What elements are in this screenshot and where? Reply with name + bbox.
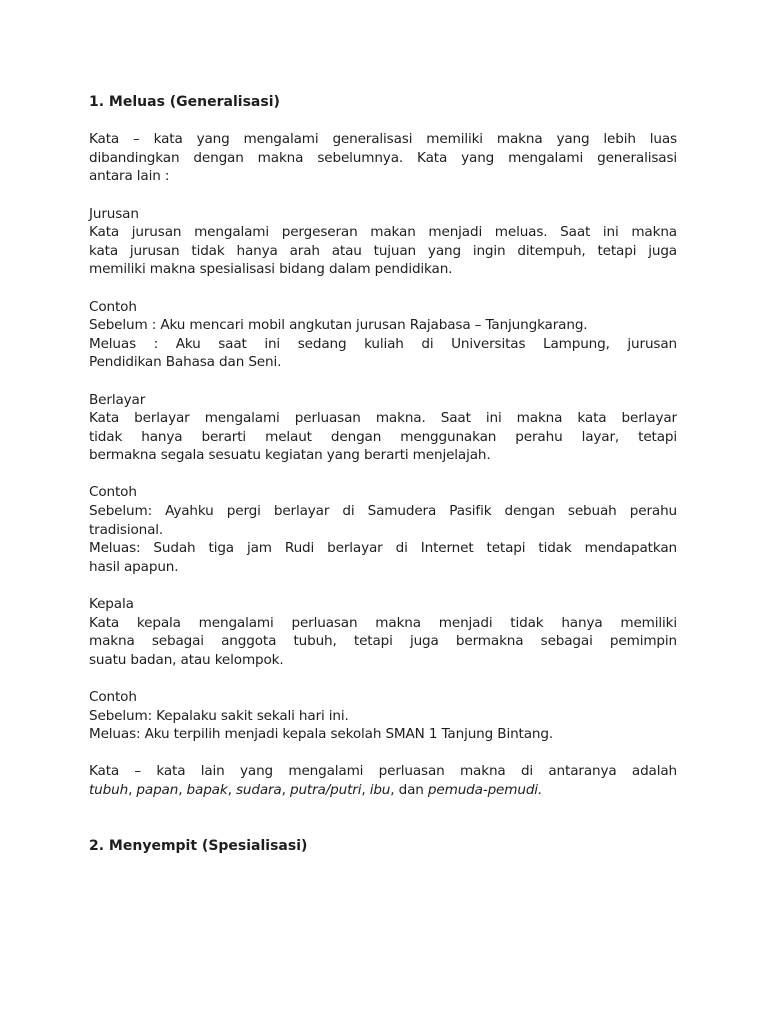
- separator: ,: [281, 781, 290, 798]
- section-heading-meluas: 1. Meluas (Generalisasi): [89, 94, 280, 110]
- text-line: Kata kepala mengalami perluasan makna menjadi tidak hanya memiliki: [89, 614, 677, 631]
- closing-paragraph: [89, 762, 677, 799]
- example-label: Contoh: [89, 298, 137, 315]
- conjunction: dan: [398, 781, 428, 798]
- term-title: Kepala: [89, 596, 134, 613]
- example-after: Meluas: Sudah tiga jam Rudi berlayar di Internet tetapi tidak mendapatkan: [89, 540, 677, 557]
- term-block-jurusan: [89, 205, 677, 279]
- term-block-berlayar: [89, 391, 677, 465]
- example-after: Meluas: Aku terpilih menjadi kepala sekolah SMAN 1 Tanjung Bintang.: [89, 726, 554, 743]
- text-line: antara lain :: [89, 168, 170, 185]
- italic-term: bapak: [186, 781, 228, 798]
- text-line: memiliki makna spesialisasi bidang dalam pendidikan.: [89, 261, 453, 278]
- example-after-cont: hasil apapun.: [89, 558, 179, 575]
- term-block-kepala: [89, 595, 677, 669]
- section-heading-menyempit: 2. Menyempit (Spesialisasi): [89, 837, 308, 854]
- text-line: Kata berlayar mengalami perluasan makna. Saat ini makna kata berlayar: [89, 410, 677, 427]
- example-before: Sebelum: Ayahku pergi berlayar di Samudera Pasifik dengan sebuah perahu: [89, 503, 677, 520]
- example-label: Contoh: [89, 689, 137, 705]
- example-block-berlayar: [89, 483, 677, 576]
- text-line: kata jurusan tidak hanya arah atau tujuan yang ingin ditempuh, tetapi juga: [89, 242, 677, 259]
- italic-term: ibu: [369, 781, 391, 798]
- text-line: dibandingkan dengan makna sebelumnya. Kata yang mengalami generalisasi: [89, 149, 677, 166]
- example-after-cont: Pendidikan Bahasa dan Seni.: [89, 354, 282, 371]
- end-punct: .: [537, 781, 543, 798]
- italic-term: tubuh: [89, 781, 129, 798]
- separator: ,: [128, 781, 137, 798]
- italic-term: putra/putri: [289, 781, 362, 798]
- separator: ,: [178, 781, 187, 798]
- example-before: Sebelum : Aku mencari mobil angkutan jurusan Rajabasa – Tanjungkarang.: [89, 317, 588, 334]
- separator: ,: [227, 781, 236, 798]
- example-block-kepala: [89, 688, 677, 744]
- text-line: suatu badan, atau kelompok.: [89, 651, 284, 668]
- document-page: [89, 93, 677, 874]
- separator: ,: [361, 781, 370, 798]
- intro-paragraph: [89, 130, 677, 186]
- italic-terms-line: [89, 781, 677, 800]
- term-title: Berlayar: [89, 391, 146, 408]
- example-label: Contoh: [89, 484, 137, 501]
- text-line: Kata jurusan mengalami pergeseran makan menjadi meluas. Saat ini makna: [89, 224, 677, 241]
- example-block-jurusan: [89, 298, 677, 372]
- text-line: Kata – kata lain yang mengalami perluasan makna di antaranya adalah: [89, 763, 677, 780]
- separator: ,: [390, 781, 399, 798]
- example-before: Sebelum: Kepalaku sakit sekali hari ini.: [89, 707, 349, 724]
- text-line: bermakna segala sesuatu kegiatan yang berarti menjelajah.: [89, 447, 491, 464]
- term-title: Jurusan: [89, 205, 139, 222]
- italic-term: papan: [136, 781, 179, 798]
- text-line: tidak hanya berarti melaut dengan menggunakan perahu layar, tetapi: [89, 428, 677, 445]
- italic-term: pemuda-pemudi: [427, 781, 538, 798]
- text-line: makna sebagai anggota tubuh, tetapi juga bermakna sebagai pemimpin: [89, 633, 677, 650]
- example-before-cont: tradisional.: [89, 521, 164, 538]
- text-line: Kata – kata yang mengalami generalisasi memiliki makna yang lebih luas: [89, 131, 677, 148]
- example-after: Meluas : Aku saat ini sedang kuliah di Universitas Lampung, jurusan: [89, 335, 677, 352]
- italic-term: sudara: [235, 781, 282, 798]
